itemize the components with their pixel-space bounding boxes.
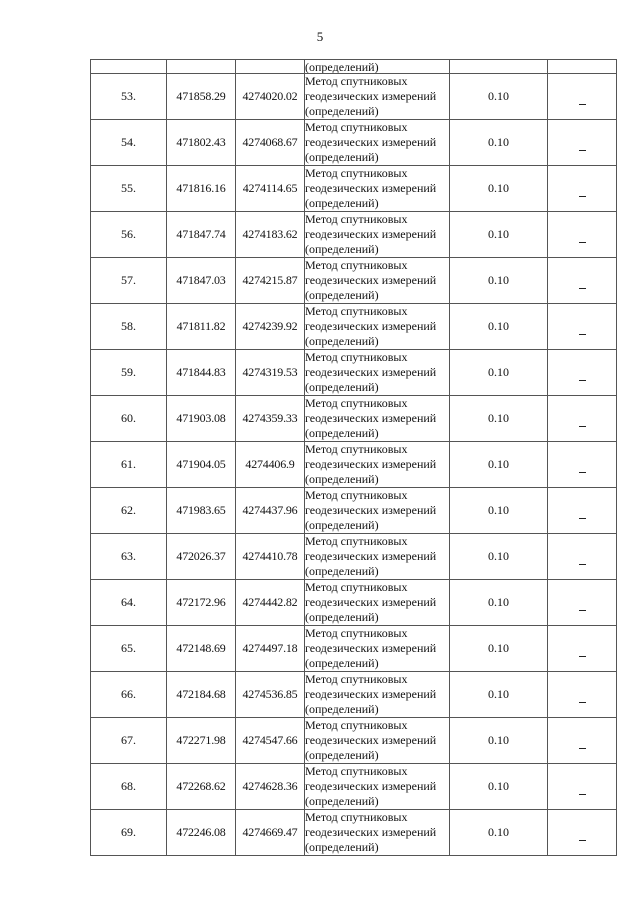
method-line: (определений) [305,518,379,532]
description-dash [579,610,586,611]
method-line: (определений) [305,610,379,624]
continuation-method-text: (определений) [305,60,450,74]
description-dash [579,104,586,105]
method-cell [305,350,450,396]
description-cell [548,626,617,672]
method-line: геодезических измерений [305,181,437,195]
x-coordinate-cell: 472268.62 [167,764,236,810]
method-line: Метод спутниковых [305,396,408,410]
y-coordinate-cell: 4274215.87 [236,258,305,304]
x-coordinate-cell: 472271.98 [167,718,236,764]
table-row [91,764,617,810]
continuation-row [91,60,617,74]
accuracy-cell: 0.10 [450,258,548,304]
y-coordinate-cell: 4274536.85 [236,672,305,718]
x-coordinate-cell: 472172.96 [167,580,236,626]
description-dash [579,656,586,657]
description-dash [579,840,586,841]
method-line: геодезических измерений [305,595,437,609]
y-coordinate-cell: 4274669.47 [236,810,305,856]
method-line: Метод спутниковых [305,350,408,364]
method-line: Метод спутниковых [305,74,408,88]
accuracy-cell: 0.10 [450,810,548,856]
point-number-cell: 65. [91,626,167,672]
point-number-cell: 54. [91,120,167,166]
y-coordinate-cell: 4274359.33 [236,396,305,442]
method-line: Метод спутниковых [305,442,408,456]
description-dash [579,380,586,381]
point-number-cell: 66. [91,672,167,718]
table-row [91,442,617,488]
x-coordinate-cell: 471811.82 [167,304,236,350]
method-line: (определений) [305,104,379,118]
method-line: Метод спутниковых [305,258,408,272]
description-dash [579,150,586,151]
accuracy-cell: 0.10 [450,350,548,396]
page-number: 5 [316,29,324,44]
method-line: (определений) [305,472,379,486]
point-number-cell: 53. [91,74,167,120]
y-coordinate-cell: 4274068.67 [236,120,305,166]
method-cell [305,212,450,258]
table-row [91,718,617,764]
description-cell [548,534,617,580]
table-row [91,304,617,350]
point-number-cell: 57. [91,258,167,304]
point-number-cell: 64. [91,580,167,626]
method-line: (определений) [305,288,379,302]
x-coordinate-cell: 472246.08 [167,810,236,856]
method-line: геодезических измерений [305,779,437,793]
method-line: (определений) [305,334,379,348]
method-line: геодезических измерений [305,273,437,287]
method-line: (определений) [305,702,379,716]
description-dash [579,702,586,703]
continuation-cell-description [548,60,617,74]
description-dash [579,794,586,795]
description-dash [579,748,586,749]
method-line: геодезических измерений [305,227,437,241]
point-number-cell: 69. [91,810,167,856]
method-line: геодезических измерений [305,457,437,471]
accuracy-cell: 0.10 [450,488,548,534]
method-line: геодезических измерений [305,687,437,701]
method-cell [305,764,450,810]
x-coordinate-cell: 472184.68 [167,672,236,718]
description-cell [548,718,617,764]
method-cell [305,580,450,626]
method-cell [305,120,450,166]
description-dash [579,564,586,565]
x-coordinate-cell: 471983.65 [167,488,236,534]
description-dash [579,472,586,473]
accuracy-cell: 0.10 [450,212,548,258]
table-body [91,60,617,856]
accuracy-cell: 0.10 [450,120,548,166]
x-coordinate-cell: 471847.74 [167,212,236,258]
y-coordinate-cell: 4274497.18 [236,626,305,672]
y-coordinate-cell: 4274239.92 [236,304,305,350]
accuracy-cell: 0.10 [450,718,548,764]
description-dash [579,426,586,427]
accuracy-cell: 0.10 [450,672,548,718]
method-line: (определений) [305,656,379,670]
y-coordinate-cell: 4274442.82 [236,580,305,626]
y-coordinate-cell: 4274020.02 [236,74,305,120]
description-cell [548,488,617,534]
y-coordinate-cell: 4274547.66 [236,718,305,764]
x-coordinate-cell: 471816.16 [167,166,236,212]
y-coordinate-cell: 4274628.36 [236,764,305,810]
y-coordinate-cell: 4274114.65 [236,166,305,212]
description-cell [548,396,617,442]
method-line: Метод спутниковых [305,534,408,548]
method-line: Метод спутниковых [305,120,408,134]
method-line: Метод спутниковых [305,626,408,640]
description-dash [579,334,586,335]
method-cell [305,258,450,304]
continuation-cell-num [91,60,167,74]
point-number-cell: 63. [91,534,167,580]
method-line: геодезических измерений [305,503,437,517]
method-line: геодезических измерений [305,411,437,425]
description-cell [548,212,617,258]
point-number-cell: 58. [91,304,167,350]
accuracy-cell: 0.10 [450,166,548,212]
accuracy-cell: 0.10 [450,396,548,442]
method-line: геодезических измерений [305,549,437,563]
method-line: (определений) [305,150,379,164]
method-line: Метод спутниковых [305,580,408,594]
method-line: (определений) [305,380,379,394]
x-coordinate-cell: 471858.29 [167,74,236,120]
point-number-cell: 67. [91,718,167,764]
continuation-cell-y [236,60,305,74]
y-coordinate-cell: 4274406.9 [236,442,305,488]
description-cell [548,74,617,120]
table-row [91,258,617,304]
method-cell [305,396,450,442]
accuracy-cell: 0.10 [450,626,548,672]
table-row [91,74,617,120]
table-row [91,212,617,258]
continuation-cell-x [167,60,236,74]
method-line: геодезических измерений [305,365,437,379]
method-line: геодезических измерений [305,733,437,747]
x-coordinate-cell: 471847.03 [167,258,236,304]
point-number-cell: 55. [91,166,167,212]
description-cell [548,304,617,350]
table-row [91,350,617,396]
method-line: Метод спутниковых [305,764,408,778]
method-line: (определений) [305,748,379,762]
method-line: (определений) [305,196,379,210]
method-line: геодезических измерений [305,89,437,103]
description-dash [579,288,586,289]
method-cell [305,672,450,718]
table-row [91,396,617,442]
method-line: Метод спутниковых [305,304,408,318]
accuracy-cell: 0.10 [450,580,548,626]
x-coordinate-cell: 472148.69 [167,626,236,672]
method-line: Метод спутниковых [305,488,408,502]
table-row [91,488,617,534]
description-dash [579,242,586,243]
method-line: (определений) [305,794,379,808]
table-row [91,626,617,672]
accuracy-cell: 0.10 [450,442,548,488]
method-line: (определений) [305,840,379,854]
y-coordinate-cell: 4274319.53 [236,350,305,396]
method-cell [305,718,450,764]
y-coordinate-cell: 4274183.62 [236,212,305,258]
method-line: геодезических измерений [305,641,437,655]
description-cell [548,258,617,304]
method-cell [305,488,450,534]
description-cell [548,166,617,212]
method-cell [305,534,450,580]
table-row [91,120,617,166]
table-row [91,810,617,856]
point-number-cell: 62. [91,488,167,534]
y-coordinate-cell: 4274410.78 [236,534,305,580]
method-line: (определений) [305,426,379,440]
description-dash [579,196,586,197]
description-cell [548,120,617,166]
method-cell [305,810,450,856]
method-line: (определений) [305,564,379,578]
point-number-cell: 68. [91,764,167,810]
x-coordinate-cell: 471844.83 [167,350,236,396]
method-line: геодезических измерений [305,825,437,839]
x-coordinate-cell: 472026.37 [167,534,236,580]
description-cell [548,580,617,626]
accuracy-cell: 0.10 [450,304,548,350]
x-coordinate-cell: 471903.08 [167,396,236,442]
description-cell [548,810,617,856]
point-number-cell: 60. [91,396,167,442]
description-cell [548,764,617,810]
description-cell [548,350,617,396]
method-cell [305,442,450,488]
accuracy-cell: 0.10 [450,74,548,120]
method-cell [305,304,450,350]
method-line: Метод спутниковых [305,810,408,824]
description-cell [548,672,617,718]
point-number-cell: 59. [91,350,167,396]
x-coordinate-cell: 471904.05 [167,442,236,488]
method-line: (определений) [305,242,379,256]
accuracy-cell: 0.10 [450,534,548,580]
method-line: Метод спутниковых [305,166,408,180]
method-line: Метод спутниковых [305,672,408,686]
continuation-cell-accuracy [450,60,548,74]
y-coordinate-cell: 4274437.96 [236,488,305,534]
description-cell [548,442,617,488]
x-coordinate-cell: 471802.43 [167,120,236,166]
method-cell [305,74,450,120]
method-line: Метод спутниковых [305,212,408,226]
method-line: геодезических измерений [305,319,437,333]
table-row [91,534,617,580]
coordinates-table [90,59,617,856]
method-line: геодезических измерений [305,135,437,149]
method-cell [305,166,450,212]
method-cell [305,626,450,672]
table-row [91,672,617,718]
method-line: Метод спутниковых [305,718,408,732]
table-row [91,166,617,212]
description-dash [579,518,586,519]
point-number-cell: 56. [91,212,167,258]
table-row [91,580,617,626]
accuracy-cell: 0.10 [450,764,548,810]
point-number-cell: 61. [91,442,167,488]
